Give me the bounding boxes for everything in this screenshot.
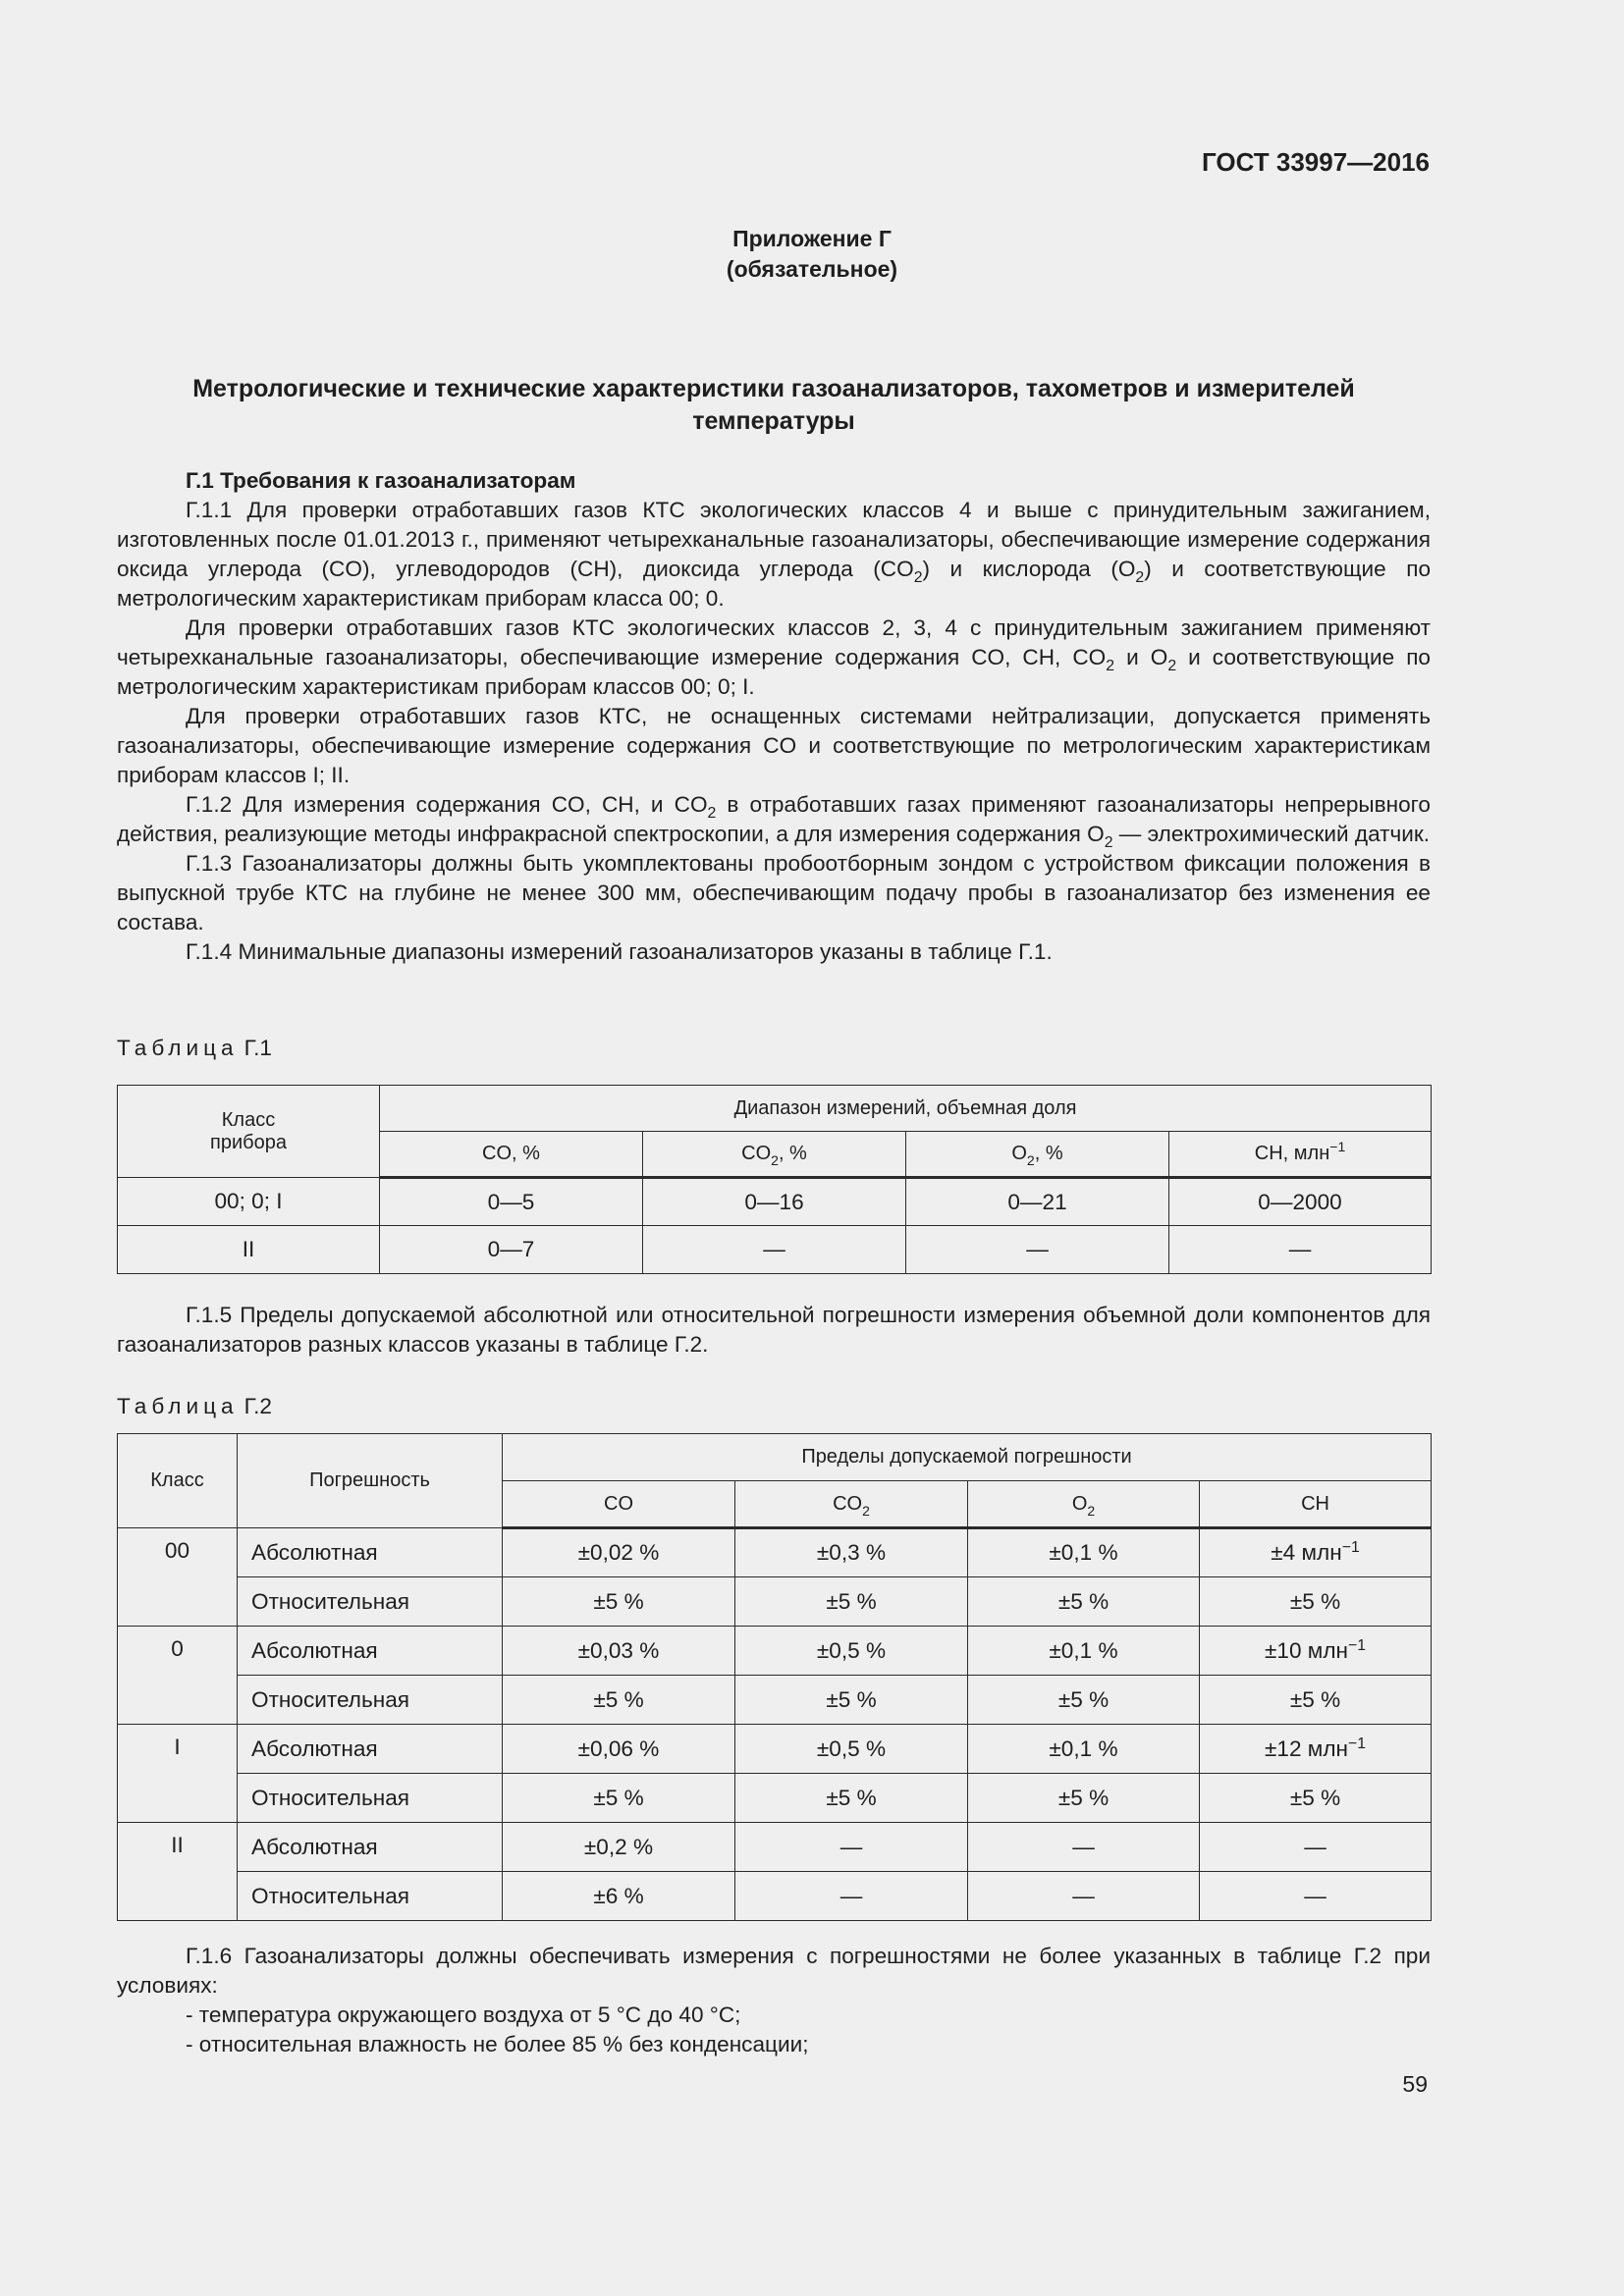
paragraph-g-1-6-block (117, 1942, 1431, 2059)
table-row: 00 Абсолютная ±0,02 % ±0,3 % ±0,1 % ±4 млн$^{-1}$ (118, 1528, 1432, 1577)
standard-id: ГОСТ 33997—2016 (1202, 147, 1430, 177)
table-row: 00; 0; I 0—5 0—16 0—21 0—2000 (118, 1178, 1432, 1226)
list-item-humidity: - относительная влажность не более 85 % без конденсации; (186, 2032, 809, 2056)
header-o2: $O_2$, % (906, 1132, 1169, 1178)
table-row: II 0—7 — — — (118, 1226, 1432, 1274)
table-2-caption: Таблица Г.2 (117, 1394, 272, 1418)
header-co: CO (503, 1481, 735, 1528)
table-row: Относительная ±5 % ±5 % ±5 % ±5 % (118, 1577, 1432, 1627)
paragraph-g-1-4: Г.1.4 Минимальные диапазоны измерений газоанализаторов указаны в таблице Г.1. (186, 939, 1053, 964)
header-error-type: Погрешность (238, 1434, 503, 1528)
header-range-group: Диапазон измерений, объемная доля (380, 1086, 1432, 1132)
appendix-label: Приложение Г (732, 226, 892, 251)
header-class: Класс прибора (118, 1086, 380, 1178)
paragraph-g-1-5-block (117, 1301, 1431, 1360)
header-co2: $CO_2$ (735, 1481, 968, 1528)
table-row: Относительная ±5 % ±5 % ±5 % ±5 % (118, 1774, 1432, 1823)
appendix-heading (0, 224, 1624, 285)
table-1-caption: Таблица Г.1 (117, 1036, 272, 1060)
table-row: II Абсолютная ±0,2 % — — — (118, 1823, 1432, 1872)
table-row: I Абсолютная ±0,06 % ±0,5 % ±0,1 % ±12 млн$^{-1}$ (118, 1725, 1432, 1774)
table-1 (117, 1085, 1432, 1274)
list-item-temperature: - температура окружающего воздуха от 5 °С до 40 °С; (186, 2002, 741, 2027)
section-g1-text (117, 466, 1431, 967)
header-class: Класс (118, 1434, 238, 1528)
paragraph-g-1-3: Г.1.3 Газоанализаторы должны быть укомплектованы пробоотборным зондом с устройством фиксации положения в выпускной трубе КТС на глубине не менее 300 мм, обеспечивающим подачу пробы в газоанализатор без изменения ее состава. (117, 851, 1431, 934)
table-row: Относительная ±6 % — — — (118, 1872, 1432, 1921)
header-ch: CH (1200, 1481, 1432, 1528)
table-row: Относительная ±5 % ±5 % ±5 % ±5 % (118, 1676, 1432, 1725)
title-line-1: Метрологические и технические характеристики газоанализаторов, тахометров и измерителей (192, 375, 1355, 402)
paragraph-g-1-2: Г.1.2 Для измерения содержания CO, CH, и $CO_2$ в отработавших газах применяют газоанализаторы непрерывного действия, реализующие методы инфракрасной спектроскопии, а для измерения содержания $O_2$ — электрохимический датчик. (117, 792, 1431, 851)
title-line-2: температуры (692, 407, 855, 435)
header-limits-group: Пределы допускаемой погрешности (503, 1434, 1432, 1481)
document-title (118, 373, 1430, 438)
table-row: 0 Абсолютная ±0,03 % ±0,5 % ±0,1 % ±10 млн$^{-1}$ (118, 1627, 1432, 1676)
section-heading: Г.1 Требования к газоанализаторам (186, 468, 576, 493)
page-number: 59 (1402, 2071, 1428, 2097)
header-co: CO, % (380, 1132, 643, 1178)
header-co2: $CO_2$, % (643, 1132, 906, 1178)
appendix-status: (обязательное) (726, 256, 898, 282)
paragraph-g-1-6: Г.1.6 Газоанализаторы должны обеспечивать измерения с погрешностями не более указанных в таблице Г.2 при условиях: (117, 1944, 1431, 1998)
table-2 (117, 1433, 1432, 1921)
paragraph-g-1-1: Г.1.1 Для проверки отработавших газов КТС экологических классов 4 и выше с принудительным зажиганием, изготовленных после 01.01.2013 г., применяют четырехканальные газоанализаторы, обеспечивающие измерение содержания оксида углерода (CO), углеводородов (CH), диоксида углерода $(CO_2)$ и кислорода $(O_2)$ и соответствующие по метрологическим характеристикам приборам класса 00; 0. (117, 498, 1432, 611)
header-ch: CH, млн$^{-1}$ (1169, 1132, 1432, 1178)
paragraph-classes-2-3-4: Для проверки отработавших газов КТС экологических классов 2, 3, 4 с принудительным зажиганием применяют четырехканальные газоанализаторы, обеспечивающие измерение содержания CO, CH, $CO_2$ и $O_2$ и соответствующие по метрологическим характеристикам приборам классов 00; 0; I. (117, 615, 1431, 699)
header-o2: $O_2$ (968, 1481, 1200, 1528)
paragraph-g-1-5: Г.1.5 Пределы допускаемой абсолютной или относительной погрешности измерения объемной доли компонентов для газоанализаторов разных классов указаны в таблице Г.2. (117, 1303, 1431, 1357)
paragraph-no-neutralization: Для проверки отработавших газов КТС, не оснащенных системами нейтрализации, допускается применять газоанализаторы, обеспечивающие измерение содержания CO и соответствующие по метрологическим характеристикам приборам классов I; II. (117, 704, 1431, 787)
